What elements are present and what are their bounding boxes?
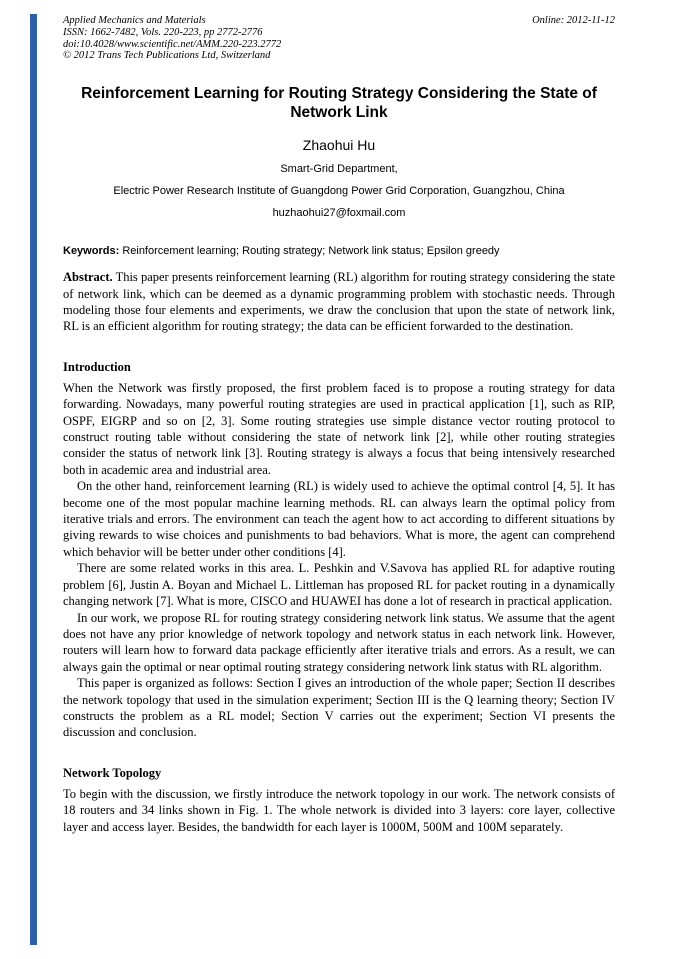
journal-issn-line: ISSN: 1662-7482, Vols. 220-223, pp 2772-2776: [63, 26, 263, 38]
online-date: Online: 2012-11-12: [532, 15, 615, 26]
journal-doi-line: doi:10.4028/www.scientific.net/AMM.220-223.2772: [63, 38, 282, 50]
network-topology-paragraph-1: To begin with the discussion, we firstly introduce the network topology in our work. The network consists of 18 routers and 34 links shown in Fig. 1. The whole network is divided into 3 layers: core layer, collective layer and access layer. Besides, the bandwidth for each layer is 1000M, 500M and 100M separately.: [63, 786, 615, 834]
affiliation-institute: Electric Power Research Institute of Guangdong Power Grid Corporation, Guangzhou, China: [113, 185, 565, 198]
section-introduction-body: [63, 380, 615, 741]
introduction-paragraph-5: This paper is organized as follows: Section I gives an introduction of the whole paper; Section II describes the network topology that used in the simulation experiment; Section III is the Q learning theory; Section IV constructs the problem as a RL model; Section V carries out the experiment; Section VI presents the discussion and conclusion.: [63, 676, 615, 740]
article-title: Reinforcement Learning for Routing Strategy Considering the State of Network Link: [81, 85, 597, 122]
keywords-label: Keywords:: [63, 245, 120, 258]
author-email: huzhaohui27@foxmail.com: [272, 207, 406, 220]
keywords-text: Reinforcement learning; Routing strategy; Network link status; Epsilon greedy: [122, 245, 500, 258]
page-content: [63, 15, 615, 835]
introduction-paragraph-3: There are some related works in this area. L. Peshkin and V.Savova has applied RL for adaptive routing problem [6], Justin A. Boyan and Michael L. Littleman has proposed RL for packet routing in a dynamically changing network [7]. What is more, CISCO and HUAWEI has done a lot of research in practical application.: [63, 561, 615, 609]
introduction-paragraph-4: In our work, we propose RL for routing strategy considering network link status. We assume that the agent does not have any prior knowledge of network topology and network status in each network link. However, routers will learn how to forward data package efficiently after iterative trials and errors. As a result, we can always gain the optimal or near optimal routing strategy considering network link status with RL algorithm.: [63, 610, 615, 674]
journal-title: Applied Mechanics and Materials: [63, 15, 206, 26]
introduction-paragraph-1: When the Network was firstly proposed, the first problem faced is to propose a routing strategy for data forwarding. Nowadays, many powerful routing strategies are used in practical application [1], such as RIP, OSPF, EIGRP and so on [2, 3]. Some routing strategies use simple distance vector routing protocol to construct routing table without considering the state of network link [2], while other routing strategies consider the status of network link [3]. Routing strategy is always a focus that being intensively researched both in academic area and industrial area.: [63, 380, 615, 477]
introduction-paragraph-2: On the other hand, reinforcement learning (RL) is widely used to achieve the optimal control [4, 5]. It has become one of the most popular machine learning methods. RL can always learn the optimal policy from iterative trials and errors. The environment can teach the agent how to act according to different situations by giving rewards to wise choices and punishments to bad behaviors. What is more, the agent can comprehend which behavior will be better under other conditions [4].: [63, 479, 615, 559]
abstract-paragraph: [63, 269, 615, 335]
abstract-label: Abstract.: [63, 270, 113, 285]
abstract-text: This paper presents reinforcement learning (RL) algorithm for routing strategy considering the state of network link, which can be deemed as a dynamic programming problem with stochastic needs. Through modeling those four elements and experiments, we draw the conclusion that upon the state of network link, RL is an efficient algorithm for routing strategy; the data can be efficient forwarded to the destination.: [63, 270, 615, 334]
section-network-topology-body: [63, 786, 615, 835]
section-heading-network-topology: Network Topology: [63, 765, 162, 780]
keywords-line: [63, 244, 615, 258]
journal-copyright-line: © 2012 Trans Tech Publications Ltd, Switzerland: [63, 50, 271, 62]
left-accent-bar: [30, 14, 37, 945]
journal-header: [63, 15, 615, 62]
section-heading-introduction: Introduction: [63, 359, 131, 374]
author-name: Zhaohui Hu: [302, 137, 376, 154]
affiliation-department: Smart-Grid Department,: [280, 163, 398, 176]
journal-header-left: [63, 15, 281, 62]
